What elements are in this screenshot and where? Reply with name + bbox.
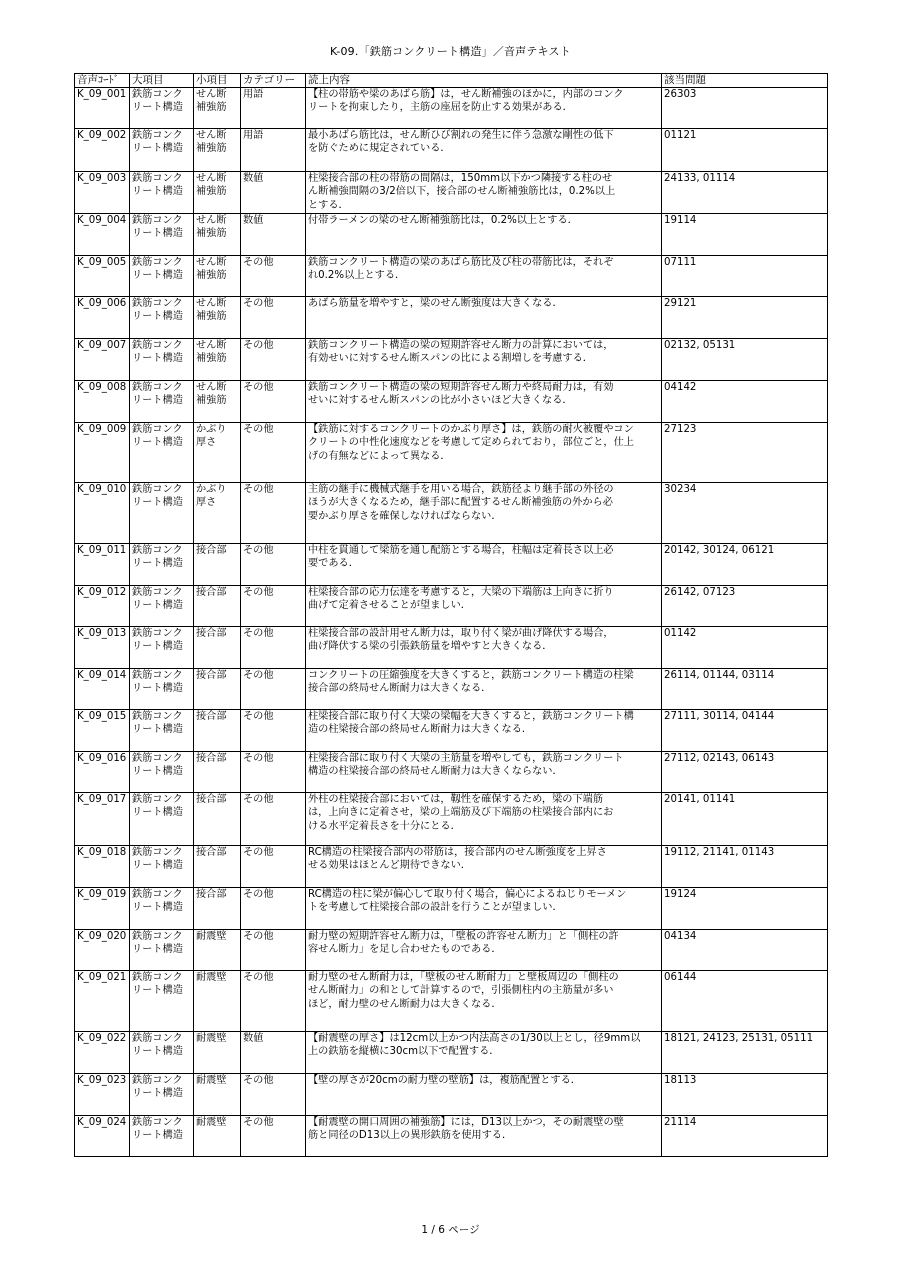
table-row [75, 483, 828, 544]
cell-code: K_09_020 [75, 930, 130, 971]
cell-minor: 接合部 [194, 627, 241, 669]
cell-major: 鉄筋コンク リート構造 [130, 627, 194, 669]
cell-problems: 24133, 01114 [662, 172, 828, 214]
cell-category: その他 [241, 846, 306, 888]
table-row [75, 172, 828, 214]
cell-category: その他 [241, 930, 306, 971]
cell-text: 外柱の柱梁接合部においては，靱性を確保するため，梁の下端筋 は，上向きに定着させ，梁の上端筋及び下端筋の柱梁接合部内にお ける水平定着長さを十分にとる． [306, 793, 662, 846]
cell-major: 鉄筋コンク リート構造 [130, 544, 194, 586]
cell-minor: 耐震壁 [194, 930, 241, 971]
cell-minor: せん断 補強筋 [194, 129, 241, 172]
cell-minor: せん断 補強筋 [194, 381, 241, 423]
cell-minor: 接合部 [194, 752, 241, 793]
cell-minor: 耐震壁 [194, 1074, 241, 1116]
cell-problems: 20141, 01141 [662, 793, 828, 846]
cell-code: K_09_023 [75, 1074, 130, 1116]
cell-minor: せん断 補強筋 [194, 339, 241, 381]
table-row [75, 297, 828, 339]
cell-text: 【鉄筋に対するコンクリートのかぶり厚さ】は，鉄筋の耐火被覆やコン クリートの中性化速度などを考慮して定められており，部位ごと，仕上 げの有無などによって異なる． [306, 423, 662, 483]
table-row [75, 930, 828, 971]
cell-code: K_09_008 [75, 381, 130, 423]
cell-category: その他 [241, 710, 306, 752]
cell-text: 柱梁接合部の設計用せん断力は，取り付く梁が曲げ降伏する場合， 曲げ降伏する梁の引張鉄筋量を増やすと大きくなる． [306, 627, 662, 669]
cell-category: その他 [241, 793, 306, 846]
cell-text: 柱梁接合部の柱の帯筋の間隔は，150mm以下かつ隣接する柱のせ ん断補強間隔の3/2倍以下，接合部のせん断補強筋比は，0.2%以上 とする． [306, 172, 662, 214]
cell-major: 鉄筋コンク リート構造 [130, 423, 194, 483]
cell-text: コンクリートの圧縮強度を大きくすると，鉄筋コンクリート構造の柱梁 接合部の終局せん断耐力は大きくなる． [306, 669, 662, 710]
cell-category: その他 [241, 256, 306, 297]
cell-problems: 27123 [662, 423, 828, 483]
cell-text: 柱梁接合部の応力伝達を考慮すると，大梁の下端筋は上向きに折り 曲げて定着させることが望ましい． [306, 586, 662, 627]
table-row [75, 544, 828, 586]
table-row [75, 1032, 828, 1074]
header-text: 読上内容 [306, 74, 662, 88]
voice-text-table [74, 73, 828, 1157]
cell-text: 鉄筋コンクリート構造の梁のあばら筋比及び柱の帯筋比は，それぞ れ0.2%以上とする． [306, 256, 662, 297]
cell-text: あばら筋量を増やすと，梁のせん断強度は大きくなる． [306, 297, 662, 339]
cell-problems: 02132, 05131 [662, 339, 828, 381]
cell-problems: 19124 [662, 888, 828, 930]
cell-problems: 30234 [662, 483, 828, 544]
cell-major: 鉄筋コンク リート構造 [130, 793, 194, 846]
table-row [75, 214, 828, 256]
cell-major: 鉄筋コンク リート構造 [130, 1116, 194, 1157]
cell-text: 柱梁接合部に取り付く大梁の梁幅を大きくすると，鉄筋コンクリート構 造の柱梁接合部の終局せん断耐力は大きくなる． [306, 710, 662, 752]
table-row [75, 1074, 828, 1116]
cell-problems: 26114, 01144, 03114 [662, 669, 828, 710]
cell-code: K_09_021 [75, 971, 130, 1032]
table-row [75, 381, 828, 423]
table-row [75, 669, 828, 710]
table-row [75, 129, 828, 172]
cell-code: K_09_007 [75, 339, 130, 381]
cell-major: 鉄筋コンク リート構造 [130, 381, 194, 423]
cell-problems: 29121 [662, 297, 828, 339]
cell-code: K_09_012 [75, 586, 130, 627]
table-row [75, 846, 828, 888]
cell-major: 鉄筋コンク リート構造 [130, 846, 194, 888]
cell-problems: 07111 [662, 256, 828, 297]
cell-text: 付帯ラーメンの梁のせん断補強筋比は，0.2%以上とする． [306, 214, 662, 256]
header-code: 音声ｺｰﾄﾞ [75, 74, 130, 88]
cell-code: K_09_024 [75, 1116, 130, 1157]
cell-problems: 20142, 30124, 06121 [662, 544, 828, 586]
cell-major: 鉄筋コンク リート構造 [130, 483, 194, 544]
cell-code: K_09_019 [75, 888, 130, 930]
cell-major: 鉄筋コンク リート構造 [130, 971, 194, 1032]
cell-major: 鉄筋コンク リート構造 [130, 172, 194, 214]
page-footer: 1 / 6 ページ [421, 1224, 480, 1236]
cell-code: K_09_006 [75, 297, 130, 339]
cell-text: 【耐震壁の厚さ】は12cm以上かつ内法高さの1/30以上とし，径9mm以 上の鉄筋を縦横に30cm以下で配置する． [306, 1032, 662, 1074]
cell-minor: せん断 補強筋 [194, 214, 241, 256]
table-row [75, 627, 828, 669]
cell-major: 鉄筋コンク リート構造 [130, 669, 194, 710]
cell-code: K_09_011 [75, 544, 130, 586]
cell-minor: せん断 補強筋 [194, 297, 241, 339]
table-row [75, 710, 828, 752]
table-row [75, 88, 828, 129]
document-title: K-09.「鉄筋コンクリート構造」／音声テキスト [330, 45, 571, 58]
table-row [75, 752, 828, 793]
cell-problems: 18113 [662, 1074, 828, 1116]
cell-text: 鉄筋コンクリート構造の梁の短期許容せん断力の計算においては， 有効せいに対するせん断スパンの比による割増しを考慮する． [306, 339, 662, 381]
cell-minor: 耐震壁 [194, 971, 241, 1032]
cell-major: 鉄筋コンク リート構造 [130, 88, 194, 129]
cell-code: K_09_022 [75, 1032, 130, 1074]
cell-major: 鉄筋コンク リート構造 [130, 752, 194, 793]
cell-text: 【耐震壁の開口周囲の補強筋】には，D13以上かつ，その耐震壁の壁 筋と同径のD13以上の異形鉄筋を使用する． [306, 1116, 662, 1157]
cell-code: K_09_001 [75, 88, 130, 129]
cell-major: 鉄筋コンク リート構造 [130, 1074, 194, 1116]
header-problems: 該当問題 [662, 74, 828, 88]
cell-code: K_09_017 [75, 793, 130, 846]
cell-category: その他 [241, 586, 306, 627]
cell-problems: 27112, 02143, 06143 [662, 752, 828, 793]
table-row [75, 339, 828, 381]
cell-category: その他 [241, 627, 306, 669]
cell-major: 鉄筋コンク リート構造 [130, 930, 194, 971]
cell-problems: 04134 [662, 930, 828, 971]
cell-category: その他 [241, 971, 306, 1032]
cell-category: 用語 [241, 129, 306, 172]
cell-code: K_09_009 [75, 423, 130, 483]
table-row [75, 256, 828, 297]
table-row [75, 1116, 828, 1157]
cell-major: 鉄筋コンク リート構造 [130, 888, 194, 930]
table-row [75, 971, 828, 1032]
header-row [75, 74, 828, 88]
cell-problems: 01121 [662, 129, 828, 172]
cell-code: K_09_015 [75, 710, 130, 752]
cell-minor: 接合部 [194, 846, 241, 888]
cell-problems: 19112, 21141, 01143 [662, 846, 828, 888]
cell-code: K_09_003 [75, 172, 130, 214]
cell-category: その他 [241, 1074, 306, 1116]
cell-problems: 26142, 07123 [662, 586, 828, 627]
cell-code: K_09_010 [75, 483, 130, 544]
cell-major: 鉄筋コンク リート構造 [130, 1032, 194, 1074]
cell-category: 数値 [241, 1032, 306, 1074]
cell-code: K_09_018 [75, 846, 130, 888]
cell-minor: 耐震壁 [194, 1116, 241, 1157]
cell-text: 中柱を貫通して梁筋を通し配筋とする場合，柱幅は定着長さ以上必 要である． [306, 544, 662, 586]
cell-text: 最小あばら筋比は，せん断ひび割れの発生に伴う急激な剛性の低下 を防ぐために規定されている． [306, 129, 662, 172]
cell-category: その他 [241, 297, 306, 339]
cell-text: RC構造の柱に梁が偏心して取り付く場合，偏心によるねじりモーメン トを考慮して柱梁接合部の設計を行うことが望ましい． [306, 888, 662, 930]
cell-problems: 04142 [662, 381, 828, 423]
cell-problems: 26303 [662, 88, 828, 129]
cell-text: 鉄筋コンクリート構造の梁の短期許容せん断力や終局耐力は，有効 せいに対するせん断スパンの比が小さいほど大きくなる． [306, 381, 662, 423]
cell-category: その他 [241, 483, 306, 544]
cell-category: その他 [241, 381, 306, 423]
cell-minor: せん断 補強筋 [194, 256, 241, 297]
table-row [75, 793, 828, 846]
cell-category: その他 [241, 1116, 306, 1157]
cell-category: その他 [241, 888, 306, 930]
header-minor: 小項目 [194, 74, 241, 88]
cell-minor: 接合部 [194, 888, 241, 930]
cell-text: 耐力壁の短期許容せん断力は，「壁板の許容せん断力」と「側柱の許 容せん断力」を足し合わせたものである． [306, 930, 662, 971]
cell-code: K_09_016 [75, 752, 130, 793]
cell-major: 鉄筋コンク リート構造 [130, 214, 194, 256]
cell-code: K_09_014 [75, 669, 130, 710]
cell-category: 数値 [241, 172, 306, 214]
cell-major: 鉄筋コンク リート構造 [130, 710, 194, 752]
cell-problems: 21114 [662, 1116, 828, 1157]
cell-major: 鉄筋コンク リート構造 [130, 297, 194, 339]
cell-code: K_09_013 [75, 627, 130, 669]
cell-code: K_09_005 [75, 256, 130, 297]
cell-minor: せん断 補強筋 [194, 88, 241, 129]
cell-problems: 19114 [662, 214, 828, 256]
cell-code: K_09_002 [75, 129, 130, 172]
cell-problems: 27111, 30114, 04144 [662, 710, 828, 752]
cell-minor: せん断 補強筋 [194, 172, 241, 214]
cell-major: 鉄筋コンク リート構造 [130, 586, 194, 627]
cell-major: 鉄筋コンク リート構造 [130, 339, 194, 381]
cell-category: その他 [241, 423, 306, 483]
cell-minor: 接合部 [194, 793, 241, 846]
cell-problems: 06144 [662, 971, 828, 1032]
cell-major: 鉄筋コンク リート構造 [130, 256, 194, 297]
cell-problems: 01142 [662, 627, 828, 669]
cell-text: 耐力壁のせん断耐力は，「壁板のせん断耐力」と壁板周辺の「側柱の せん断耐力」の和として計算するので，引張側柱内の主筋量が多い ほど，耐力壁のせん断耐力は大きくなる． [306, 971, 662, 1032]
cell-minor: 接合部 [194, 586, 241, 627]
cell-text: 主筋の継手に機械式継手を用いる場合，鉄筋径より継手部の外径の ほうが大きくなるため，継手部に配置するせん断補強筋の外から必 要かぶり厚さを確保しなければならない． [306, 483, 662, 544]
header-category: カテゴリー [241, 74, 306, 88]
cell-category: 用語 [241, 88, 306, 129]
cell-minor: 接合部 [194, 710, 241, 752]
cell-category: その他 [241, 544, 306, 586]
cell-text: 【柱の帯筋や梁のあばら筋】は，せん断補強のほかに，内部のコンク リートを拘束したり，主筋の座屈を防止する効果がある． [306, 88, 662, 129]
table-row [75, 586, 828, 627]
cell-major: 鉄筋コンク リート構造 [130, 129, 194, 172]
cell-minor: かぶり 厚さ [194, 423, 241, 483]
cell-category: その他 [241, 752, 306, 793]
header-major: 大項目 [130, 74, 194, 88]
cell-text: RC構造の柱梁接合部内の帯筋は，接合部内のせん断強度を上昇さ せる効果はほとんど期待できない． [306, 846, 662, 888]
cell-minor: 耐震壁 [194, 1032, 241, 1074]
cell-text: 柱梁接合部に取り付く大梁の主筋量を増やしても，鉄筋コンクリート 構造の柱梁接合部の終局せん断耐力は大きくならない． [306, 752, 662, 793]
cell-problems: 18121, 24123, 25131, 05111 [662, 1032, 828, 1074]
cell-minor: 接合部 [194, 669, 241, 710]
cell-code: K_09_004 [75, 214, 130, 256]
cell-category: 数値 [241, 214, 306, 256]
cell-text: 【壁の厚さが20cmの耐力壁の壁筋】は，複筋配置とする． [306, 1074, 662, 1116]
cell-category: その他 [241, 339, 306, 381]
cell-minor: 接合部 [194, 544, 241, 586]
table-row [75, 888, 828, 930]
table-row [75, 423, 828, 483]
cell-category: その他 [241, 669, 306, 710]
cell-minor: かぶり 厚さ [194, 483, 241, 544]
